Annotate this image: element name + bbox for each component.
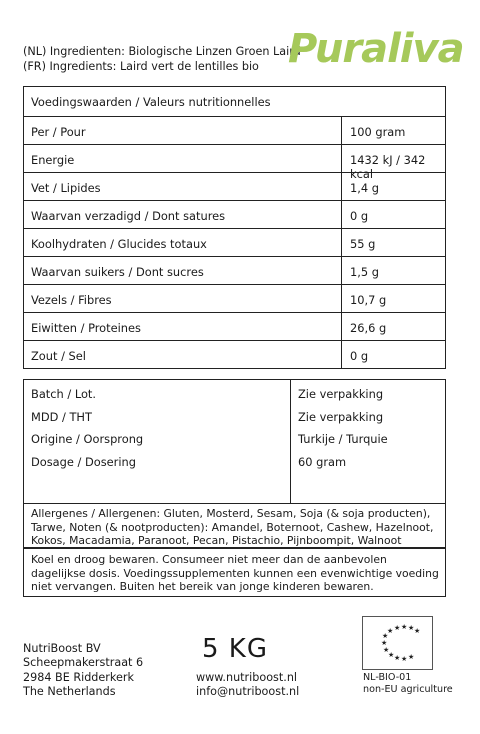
eu-organic-text	[363, 672, 453, 697]
svg-text:★: ★	[387, 627, 394, 635]
product-info-box	[23, 379, 446, 504]
table-row	[24, 116, 445, 144]
nutrient-label: Vezels / Fibres	[24, 285, 342, 312]
svg-text:★: ★	[394, 654, 401, 662]
nutrient-label: Waarvan verzadigd / Dont satures	[24, 201, 342, 228]
table-row	[24, 284, 445, 312]
svg-text:★: ★	[388, 651, 395, 659]
net-weight: 5 KG	[202, 634, 269, 664]
info-label: MDD / THT	[31, 409, 92, 424]
svg-text:★: ★	[408, 624, 415, 632]
svg-text:★: ★	[381, 639, 388, 647]
nutrient-label: Waarvan suikers / Dont sucres	[24, 257, 342, 284]
company-country: The Netherlands	[23, 685, 116, 699]
info-label: Dosage / Dosering	[31, 454, 136, 469]
nutrient-label: Energie	[24, 145, 342, 172]
info-value: Zie verpakking	[298, 409, 384, 424]
info-labels	[24, 380, 291, 503]
nutrient-value: 55 g	[350, 237, 376, 251]
svg-text:★: ★	[383, 646, 390, 654]
table-row	[24, 256, 445, 284]
table-row	[24, 312, 445, 340]
table-row	[24, 228, 445, 256]
nutrient-value: 1,4 g	[350, 181, 379, 195]
table-row	[24, 172, 445, 200]
brand-logo: Puraliva	[288, 26, 464, 72]
nutrition-table	[23, 86, 446, 369]
info-value: Turkije / Turquie	[298, 432, 388, 446]
info-value: Zie verpakking	[298, 387, 384, 401]
table-row	[24, 340, 445, 368]
website-link[interactable]: www.nutriboost.nl	[196, 671, 298, 684]
organic-code: NL-BIO-01	[363, 672, 412, 683]
eu-organic-leaf-icon	[362, 616, 433, 670]
svg-text:★: ★	[382, 632, 389, 640]
nutrient-label: Vet / Lipides	[24, 173, 342, 200]
svg-text:★: ★	[401, 623, 408, 631]
nutrient-value: 26,6 g	[350, 321, 387, 335]
nutrient-label: Zout / Sel	[24, 341, 342, 368]
svg-text:★: ★	[394, 624, 401, 632]
nutrient-value: 1432 kJ / 342 kcal	[350, 153, 426, 181]
company-city: 2984 BE Ridderkerk	[23, 670, 134, 684]
info-label: Origine / Oorsprong	[31, 432, 144, 446]
company-name: NutriBoost BV	[23, 642, 101, 655]
ingredients-fr: (FR) Ingredients: Laird vert de lentilles bio	[23, 60, 259, 73]
allergens-box: Allergenes / Allergenen: Gluten, Mosterd, Sesam, Soja (& soja producten), Tarwe, Noten (& nootproducten): Amandel, Boternoot, Cashew, Hazelnoot, Kokos, Macadamia, Paranoot, Pecan, Pistachio, Pijnboompit, Walnoot	[23, 504, 446, 548]
nutrition-header: Voedingswaarden / Valeurs nutritionnelles	[31, 95, 271, 109]
nutrient-value: 10,7 g	[350, 293, 387, 307]
svg-text:★: ★	[408, 653, 415, 661]
nutrient-label: Per / Pour	[24, 117, 342, 144]
nutrient-value: 0 g	[350, 349, 369, 363]
ingredients-block	[23, 44, 301, 74]
table-row	[24, 200, 445, 228]
svg-text:★: ★	[414, 627, 421, 635]
email-link[interactable]: info@nutriboost.nl	[196, 685, 300, 699]
nutrient-label: Eiwitten / Proteines	[24, 313, 342, 340]
ingredients-nl: (NL) Ingredienten: Biologische Linzen Groen Laird	[23, 45, 301, 58]
storage-box: Koel en droog bewaren. Consumeer niet meer dan de aanbevolen dagelijkse dosis. Voedingssupplementen kunnen een evenwichtige voeding niet vervangen. Buiten het bereik van jonge kinderen bewaren.	[23, 548, 446, 597]
nutrient-value: 100 gram	[350, 125, 406, 139]
info-label: Batch / Lot.	[31, 387, 97, 401]
info-values	[291, 380, 445, 503]
svg-text:★: ★	[401, 655, 408, 663]
company-street: Scheepmakerstraat 6	[23, 656, 144, 670]
table-row	[24, 144, 445, 181]
contact-info	[196, 671, 299, 700]
nutrient-label: Koolhydraten / Glucides totaux	[24, 229, 342, 256]
company-address	[23, 642, 143, 700]
nutrient-value: 1,5 g	[350, 265, 379, 279]
nutrition-header-row	[24, 87, 445, 116]
info-value: 60 gram	[298, 454, 347, 469]
organic-origin: non-EU agriculture	[363, 684, 453, 696]
nutrient-value: 0 g	[350, 209, 369, 223]
